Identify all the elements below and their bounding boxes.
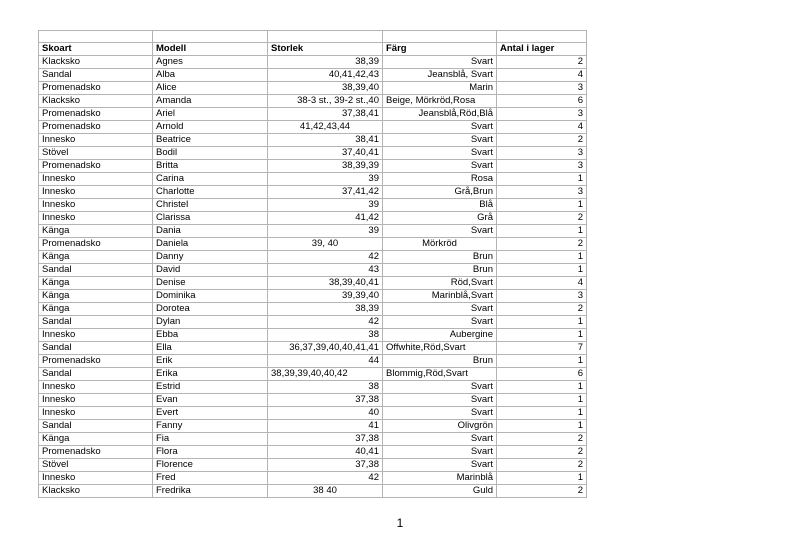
- cell-skoart[interactable]: Klacksko: [39, 485, 153, 498]
- header-modell[interactable]: Modell: [153, 43, 268, 56]
- table-row: [39, 459, 587, 472]
- cell-storlek[interactable]: 38: [268, 381, 383, 394]
- cell-skoart[interactable]: Promenadsko: [39, 446, 153, 459]
- cell-skoart[interactable]: Sandal: [39, 342, 153, 355]
- table-row: [39, 329, 587, 342]
- header-skoart[interactable]: Skoart: [39, 43, 153, 56]
- cell-farg[interactable]: Svart: [383, 394, 497, 407]
- cell-modell[interactable]: Florence: [153, 459, 268, 472]
- cell-farg[interactable]: Rosa: [383, 173, 497, 186]
- cell-modell[interactable]: Dominika: [153, 290, 268, 303]
- blank-cell[interactable]: [39, 31, 153, 43]
- cell-modell[interactable]: Erik: [153, 355, 268, 368]
- cell-antal[interactable]: 2: [497, 56, 587, 69]
- cell-modell[interactable]: Beatrice: [153, 134, 268, 147]
- cell-modell[interactable]: Evan: [153, 394, 268, 407]
- cell-storlek[interactable]: 38,39,40,41: [268, 277, 383, 290]
- table-row: [39, 433, 587, 446]
- cell-skoart[interactable]: Innesko: [39, 199, 153, 212]
- table-row: [39, 446, 587, 459]
- cell-antal[interactable]: 1: [497, 407, 587, 420]
- cell-farg[interactable]: Marinblå,Svart: [383, 290, 497, 303]
- cell-storlek[interactable]: 37,38: [268, 459, 383, 472]
- table-row: [39, 238, 587, 251]
- table-row: [39, 368, 587, 381]
- cell-skoart[interactable]: Promenadsko: [39, 238, 153, 251]
- cell-farg[interactable]: Svart: [383, 225, 497, 238]
- cell-antal[interactable]: 1: [497, 225, 587, 238]
- table-row: [39, 199, 587, 212]
- header-farg[interactable]: Färg: [383, 43, 497, 56]
- blank-cell[interactable]: [153, 31, 268, 43]
- cell-farg[interactable]: Svart: [383, 459, 497, 472]
- cell-farg[interactable]: Svart: [383, 121, 497, 134]
- cell-farg[interactable]: Offwhite,Röd,Svart: [383, 342, 497, 355]
- table-row: [39, 420, 587, 433]
- cell-antal[interactable]: 6: [497, 95, 587, 108]
- cell-antal[interactable]: 3: [497, 147, 587, 160]
- cell-antal[interactable]: 1: [497, 316, 587, 329]
- cell-farg[interactable]: Svart: [383, 56, 497, 69]
- cell-skoart[interactable]: Känga: [39, 277, 153, 290]
- cell-storlek[interactable]: 37,38: [268, 433, 383, 446]
- cell-farg[interactable]: Röd,Svart: [383, 277, 497, 290]
- cell-antal[interactable]: 3: [497, 108, 587, 121]
- cell-antal[interactable]: 1: [497, 355, 587, 368]
- cell-modell[interactable]: Dania: [153, 225, 268, 238]
- cell-storlek[interactable]: 39: [268, 173, 383, 186]
- cell-storlek[interactable]: 41,42: [268, 212, 383, 225]
- cell-modell[interactable]: Britta: [153, 160, 268, 173]
- cell-skoart[interactable]: Sandal: [39, 316, 153, 329]
- cell-storlek[interactable]: 37,40,41: [268, 147, 383, 160]
- table-row: [39, 316, 587, 329]
- cell-modell[interactable]: Agnes: [153, 56, 268, 69]
- cell-farg[interactable]: Blå: [383, 199, 497, 212]
- cell-skoart[interactable]: Sandal: [39, 420, 153, 433]
- cell-skoart[interactable]: Sandal: [39, 69, 153, 82]
- cell-farg[interactable]: Brun: [383, 355, 497, 368]
- cell-storlek[interactable]: 40: [268, 407, 383, 420]
- cell-skoart[interactable]: Klacksko: [39, 56, 153, 69]
- cell-storlek[interactable]: 38,39: [268, 56, 383, 69]
- table-row: [39, 121, 587, 134]
- cell-storlek[interactable]: 37,38: [268, 394, 383, 407]
- cell-farg[interactable]: Svart: [383, 134, 497, 147]
- cell-skoart[interactable]: Känga: [39, 251, 153, 264]
- cell-farg[interactable]: Svart: [383, 160, 497, 173]
- cell-farg[interactable]: Jeansblå, Svart: [383, 69, 497, 82]
- cell-skoart[interactable]: Klacksko: [39, 95, 153, 108]
- cell-modell[interactable]: Danny: [153, 251, 268, 264]
- cell-antal[interactable]: 4: [497, 277, 587, 290]
- cell-skoart[interactable]: Promenadsko: [39, 108, 153, 121]
- blank-cell[interactable]: [268, 31, 383, 43]
- cell-modell[interactable]: Flora: [153, 446, 268, 459]
- cell-modell[interactable]: Clarissa: [153, 212, 268, 225]
- cell-antal[interactable]: 1: [497, 199, 587, 212]
- cell-antal[interactable]: 4: [497, 121, 587, 134]
- cell-skoart[interactable]: Promenadsko: [39, 355, 153, 368]
- cell-farg[interactable]: Grå,Brun: [383, 186, 497, 199]
- cell-storlek[interactable]: 39: [268, 225, 383, 238]
- cell-storlek[interactable]: 42: [268, 472, 383, 485]
- cell-modell[interactable]: Amanda: [153, 95, 268, 108]
- cell-modell[interactable]: David: [153, 264, 268, 277]
- cell-storlek[interactable]: 38,39,40: [268, 82, 383, 95]
- table-row: [39, 212, 587, 225]
- table-body: [39, 31, 587, 498]
- cell-storlek[interactable]: 40,41,42,43: [268, 69, 383, 82]
- table-row: [39, 251, 587, 264]
- cell-farg[interactable]: Blommig,Röd,Svart: [383, 368, 497, 381]
- table-row: [39, 108, 587, 121]
- cell-farg[interactable]: Guld: [383, 485, 497, 498]
- table-row: [39, 394, 587, 407]
- cell-farg[interactable]: Beige, Mörkröd,Rosa: [383, 95, 497, 108]
- cell-skoart[interactable]: Stövel: [39, 459, 153, 472]
- cell-skoart[interactable]: Promenadsko: [39, 121, 153, 134]
- cell-farg[interactable]: Brun: [383, 251, 497, 264]
- cell-modell[interactable]: Fanny: [153, 420, 268, 433]
- cell-antal[interactable]: 2: [497, 446, 587, 459]
- cell-antal[interactable]: 1: [497, 394, 587, 407]
- cell-skoart[interactable]: Stövel: [39, 147, 153, 160]
- cell-skoart[interactable]: Innesko: [39, 186, 153, 199]
- cell-farg[interactable]: Olivgrön: [383, 420, 497, 433]
- cell-modell[interactable]: Ariel: [153, 108, 268, 121]
- cell-storlek[interactable]: 44: [268, 355, 383, 368]
- cell-storlek[interactable]: 38,39,39: [268, 160, 383, 173]
- cell-antal[interactable]: 1: [497, 381, 587, 394]
- cell-farg[interactable]: Svart: [383, 407, 497, 420]
- cell-storlek[interactable]: 36,37,39,40,40,41,41: [268, 342, 383, 355]
- table-row: [39, 485, 587, 498]
- cell-farg[interactable]: Mörkröd: [383, 238, 497, 251]
- table-row: [39, 381, 587, 394]
- cell-modell[interactable]: Estrid: [153, 381, 268, 394]
- cell-storlek[interactable]: 37,41,42: [268, 186, 383, 199]
- cell-modell[interactable]: Christel: [153, 199, 268, 212]
- cell-skoart[interactable]: Sandal: [39, 368, 153, 381]
- cell-antal[interactable]: 2: [497, 212, 587, 225]
- cell-antal[interactable]: 2: [497, 459, 587, 472]
- cell-storlek[interactable]: 38: [268, 329, 383, 342]
- cell-modell[interactable]: Dylan: [153, 316, 268, 329]
- cell-modell[interactable]: Arnold: [153, 121, 268, 134]
- table-row: [39, 277, 587, 290]
- cell-skoart[interactable]: Innesko: [39, 394, 153, 407]
- cell-antal[interactable]: 3: [497, 82, 587, 95]
- cell-storlek[interactable]: 38,39,39,40,40,42: [268, 368, 383, 381]
- header-antal-i-lager[interactable]: Antal i lager: [497, 43, 587, 56]
- cell-modell[interactable]: Erika: [153, 368, 268, 381]
- table-row: [39, 264, 587, 277]
- cell-storlek[interactable]: 41: [268, 420, 383, 433]
- table-row: [39, 69, 587, 82]
- cell-skoart[interactable]: Innesko: [39, 329, 153, 342]
- cell-antal[interactable]: 1: [497, 264, 587, 277]
- cell-modell[interactable]: Denise: [153, 277, 268, 290]
- blank-cell[interactable]: [497, 31, 587, 43]
- cell-antal[interactable]: 1: [497, 329, 587, 342]
- cell-skoart[interactable]: Promenadsko: [39, 160, 153, 173]
- cell-skoart[interactable]: Sandal: [39, 264, 153, 277]
- table-row: [39, 134, 587, 147]
- cell-farg[interactable]: Jeansblå,Röd,Blå: [383, 108, 497, 121]
- cell-farg[interactable]: Marinblå: [383, 472, 497, 485]
- cell-farg[interactable]: Marin: [383, 82, 497, 95]
- cell-antal[interactable]: 1: [497, 251, 587, 264]
- header-row: [39, 43, 587, 56]
- cell-antal[interactable]: 2: [497, 485, 587, 498]
- cell-antal[interactable]: 1: [497, 472, 587, 485]
- table-row: [39, 95, 587, 108]
- cell-modell[interactable]: Charlotte: [153, 186, 268, 199]
- cell-modell[interactable]: Evert: [153, 407, 268, 420]
- cell-skoart[interactable]: Innesko: [39, 407, 153, 420]
- cell-antal[interactable]: 1: [497, 420, 587, 433]
- cell-antal[interactable]: 2: [497, 303, 587, 316]
- cell-skoart[interactable]: Innesko: [39, 381, 153, 394]
- cell-antal[interactable]: 6: [497, 368, 587, 381]
- cell-antal[interactable]: 7: [497, 342, 587, 355]
- cell-antal[interactable]: 4: [497, 69, 587, 82]
- cell-storlek[interactable]: 39,39,40: [268, 290, 383, 303]
- cell-modell[interactable]: Fred: [153, 472, 268, 485]
- cell-storlek[interactable]: 38 40: [268, 485, 383, 498]
- cell-antal[interactable]: 2: [497, 238, 587, 251]
- cell-storlek[interactable]: 43: [268, 264, 383, 277]
- cell-storlek[interactable]: 38,39: [268, 303, 383, 316]
- cell-skoart[interactable]: Innesko: [39, 212, 153, 225]
- cell-skoart[interactable]: Innesko: [39, 472, 153, 485]
- table-row: [39, 303, 587, 316]
- cell-skoart[interactable]: Känga: [39, 303, 153, 316]
- cell-farg[interactable]: Svart: [383, 316, 497, 329]
- cell-antal[interactable]: 3: [497, 290, 587, 303]
- cell-modell[interactable]: Alice: [153, 82, 268, 95]
- cell-skoart[interactable]: Känga: [39, 290, 153, 303]
- table-row: [39, 355, 587, 368]
- table-row: [39, 147, 587, 160]
- blank-cell[interactable]: [383, 31, 497, 43]
- table-row: [39, 290, 587, 303]
- cell-farg[interactable]: Aubergine: [383, 329, 497, 342]
- cell-farg[interactable]: Svart: [383, 446, 497, 459]
- cell-storlek[interactable]: 39: [268, 199, 383, 212]
- table-row: [39, 186, 587, 199]
- cell-modell[interactable]: Fredrika: [153, 485, 268, 498]
- cell-farg[interactable]: Svart: [383, 303, 497, 316]
- blank-row: [39, 31, 587, 43]
- table-row: [39, 342, 587, 355]
- cell-antal[interactable]: 3: [497, 186, 587, 199]
- cell-storlek[interactable]: 42: [268, 316, 383, 329]
- cell-modell[interactable]: Fia: [153, 433, 268, 446]
- table-row: [39, 56, 587, 69]
- cell-storlek[interactable]: 41,42,43,44: [268, 121, 383, 134]
- cell-modell[interactable]: Alba: [153, 69, 268, 82]
- cell-antal[interactable]: 3: [497, 160, 587, 173]
- cell-modell[interactable]: Ebba: [153, 329, 268, 342]
- table-row: [39, 173, 587, 186]
- cell-antal[interactable]: 1: [497, 173, 587, 186]
- cell-modell[interactable]: Carina: [153, 173, 268, 186]
- cell-skoart[interactable]: Känga: [39, 433, 153, 446]
- cell-antal[interactable]: 2: [497, 134, 587, 147]
- cell-storlek[interactable]: 39, 40: [268, 238, 383, 251]
- spreadsheet-table: [38, 30, 587, 498]
- cell-storlek[interactable]: 42: [268, 251, 383, 264]
- cell-storlek[interactable]: 38-3 st., 39-2 st.,40: [268, 95, 383, 108]
- page-number: 1: [396, 516, 404, 530]
- cell-modell[interactable]: Daniela: [153, 238, 268, 251]
- table-row: [39, 407, 587, 420]
- cell-storlek[interactable]: 38,41: [268, 134, 383, 147]
- header-storlek[interactable]: Storlek: [268, 43, 383, 56]
- cell-farg[interactable]: Svart: [383, 147, 497, 160]
- cell-storlek[interactable]: 37,38,41: [268, 108, 383, 121]
- cell-skoart[interactable]: Promenadsko: [39, 82, 153, 95]
- cell-modell[interactable]: Bodil: [153, 147, 268, 160]
- cell-antal[interactable]: 2: [497, 433, 587, 446]
- cell-farg[interactable]: Svart: [383, 433, 497, 446]
- cell-skoart[interactable]: Innesko: [39, 173, 153, 186]
- table-row: [39, 160, 587, 173]
- cell-farg[interactable]: Svart: [383, 381, 497, 394]
- cell-modell[interactable]: Dorotea: [153, 303, 268, 316]
- cell-skoart[interactable]: Innesko: [39, 134, 153, 147]
- cell-skoart[interactable]: Känga: [39, 225, 153, 238]
- table-row: [39, 225, 587, 238]
- cell-modell[interactable]: Ella: [153, 342, 268, 355]
- table-row: [39, 472, 587, 485]
- cell-storlek[interactable]: 40,41: [268, 446, 383, 459]
- cell-farg[interactable]: Brun: [383, 264, 497, 277]
- table-row: [39, 82, 587, 95]
- cell-farg[interactable]: Grå: [383, 212, 497, 225]
